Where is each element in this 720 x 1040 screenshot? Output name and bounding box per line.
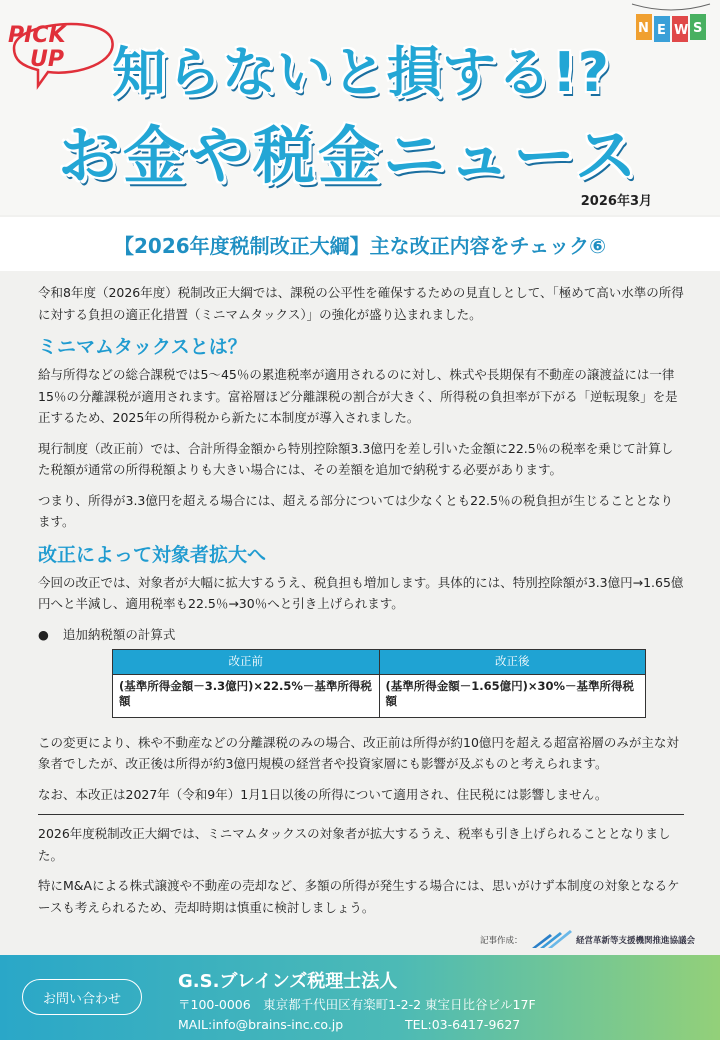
- firm-phone[interactable]: TEL:03-6417-9627: [405, 1017, 521, 1032]
- news-flags-icon: [630, 0, 712, 50]
- article-credit: [470, 926, 710, 952]
- news-letter-n: N: [638, 21, 649, 36]
- section2-paragraph2: この変更により、株や不動産などの分離課税のみの場合、改正前は所得が約10億円を超える超富裕層のみが主な対象者でしたが、改正後は所得が約3億円規模の経営者や投資家層にも影響が及ぶものと考えられます。: [38, 734, 679, 771]
- section1-paragraph1: 給与所得などの総合課税では5～45％の累進税率が適用されるのに対し、株式や長期保有不動産の譲渡益には一律15％の分離課税が適用されます。富裕層ほど分離課税の割合が大きく、所得税の負担率が下がる「逆転現象」を是正するため、2025年の所得税から新たに本制度が導入されました。: [38, 367, 678, 425]
- pickup-line2: UP: [30, 47, 64, 72]
- table-header-after: 改正後: [379, 650, 646, 675]
- header: [0, 0, 720, 215]
- intro-paragraph: 令和8年度（2026年度）税制改正大綱では、課税の公平性を確保するための見直しとして、「極めて高い水準の所得に対する負担の適正化措置（ミニマムタックス）」の強化が盛り込まれました。: [38, 285, 684, 322]
- pickup-badge: [8, 10, 118, 85]
- credit-label: 記事作成：: [480, 936, 523, 946]
- page-title-line2: お金や税金ニュース: [58, 119, 640, 192]
- section1-paragraph2: 現行制度（改正前）では、合計所得金額から特別控除額3.3億円を差し引いた金額に22.5％の税率を乗じて計算した税額が通常の所得税額よりも大きい場合には、その差額を追加で納税する必要があります。: [38, 440, 674, 477]
- table-cell-after: (基準所得金額－1.65億円)×30%－基準所得税額: [379, 674, 646, 717]
- page-title-line1: 知らないと損する!?: [112, 41, 610, 104]
- section-heading-expansion: 改正によって対象者拡大へ: [38, 543, 267, 566]
- pickup-line1: PICK: [8, 23, 66, 48]
- firm-email[interactable]: MAIL:info@brains-inc.co.jp: [178, 1017, 344, 1032]
- section-heading-minimum-tax: ミニマムタックスとは？: [38, 336, 247, 358]
- news-letter-s: S: [693, 21, 703, 36]
- divider: [38, 814, 684, 815]
- contact-button[interactable]: お問い合わせ: [22, 979, 142, 1015]
- formula-table: [112, 649, 646, 718]
- firm-name: G.S.ブレインズ税理士法人: [178, 971, 398, 992]
- issue-date: 2026年3月: [580, 194, 652, 209]
- credit-organization: 経営革新等支援機関推進協議会: [576, 936, 696, 946]
- closing-paragraph1: 2026年度税制改正大綱では、ミニマムタックスの対象者が拡大するうえ、税率も引き上げられることとなりました。: [38, 826, 671, 863]
- news-letter-w: W: [674, 23, 689, 38]
- news-letter-e: E: [657, 23, 666, 38]
- table-header-before: 改正前: [113, 650, 380, 675]
- table-cell-before: (基準所得金額－3.3億円)×22.5%－基準所得税額: [113, 674, 380, 717]
- speech-bubble-icon: [8, 10, 128, 90]
- closing-paragraph2: 特にM&Aによる株式譲渡や不動産の売却など、多額の所得が発生する場合には、思いがけず本制度の対象となるケースも考えられるため、売却時期は慎重に検討しましょう。: [38, 878, 680, 915]
- footer: [0, 955, 720, 1040]
- section2-paragraph3: なお、本改正は2027年（令和9年）1月1日以後の所得について適用され、住民税には影響しません。: [38, 786, 608, 802]
- firm-address: 〒100-0006 東京都千代田区有楽町1-2-2 東宝日比谷ビル17F: [178, 997, 536, 1012]
- headline-banner: [0, 217, 720, 271]
- article-body: [38, 282, 684, 927]
- headline: 【2026年度税制改正大綱】主な改正内容をチェック⑥: [114, 233, 606, 258]
- section2-paragraph1: 今回の改正では、対象者が大幅に拡大するうえ、税負担も増加します。具体的には、特別控除額が3.3億円→1.65億円へと半減し、適用税率も22.5％→30％へと引き上げられます。: [38, 574, 684, 611]
- section1-paragraph3: つまり、所得が3.3億円を超える場合には、超える部分については少なくとも22.5％の税負担が生じることとなります。: [38, 492, 673, 529]
- association-logo-icon: [530, 928, 574, 950]
- formula-bullet: ● 追加納税額の計算式: [38, 624, 684, 646]
